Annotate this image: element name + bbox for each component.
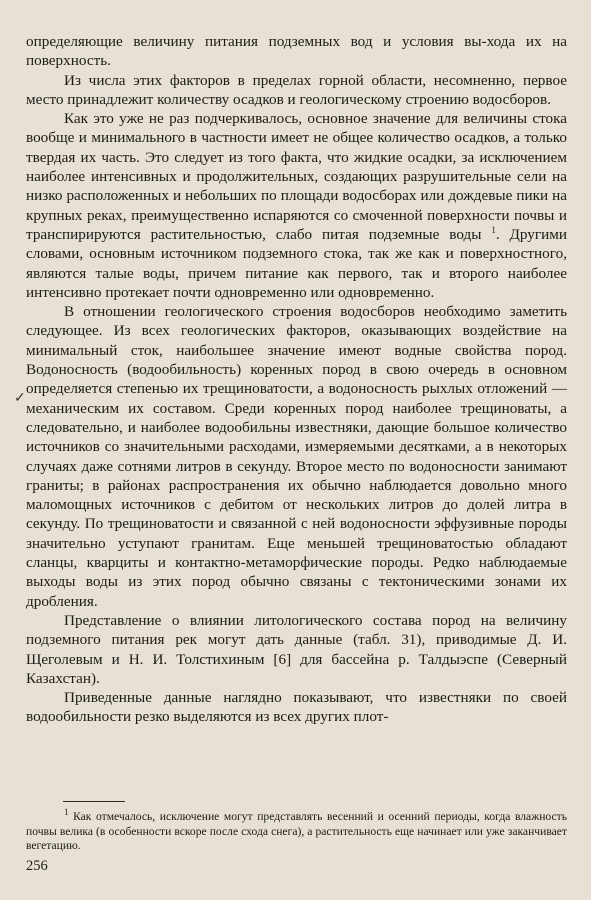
paragraph-4: В отношении геологического строения водосборов необходимо заметить следующее. Из всех геологических факторов, оказывающих воздействие на минимальный сток, наибольшее значение имеют водные свойства пород. Водоносность (водообильность) коренных пород в свою очередь в основном определяется степенью их трещиноватости, а водоносность рыхлых отложений — механическим их составом. Среди коренных пород наиболее трещиноваты, а следовательно, и наиболее водообильны известняки, дающие большое количество источников со значительными расходами, измеряемыми десятками, а в некоторых случаях даже сотнями литров в секунду. Второе место по водоносности занимают граниты; в районах распространения их обычно наблюдается довольно много маломощных источников с дебитом от нескольких литров до долей литра в секунду. По трещиноватости и связанной с ней водоносности эффузивные породы значительно уступают гранитам. Еще меньшей трещиноватостью обладают сланцы, кварциты и контактно-метаморфические породы. Редко наблюдаемые выходы воды из этих пород обычно связаны с тектоническими зонами их дробления. xyxy=(26,303,567,610)
margin-check-mark: ✓ xyxy=(14,391,26,406)
paragraph-1: определяющие величину питания подземных вод и условия вы-хода их на поверхность. xyxy=(26,33,567,70)
paragraph-2: Из числа этих факторов в пределах горной области, несомненно, первое место принадлежит количеству осадков и геологическому строению водосборов. xyxy=(26,71,567,108)
body-text xyxy=(26,32,567,727)
paragraph-6: Приведенные данные наглядно показывают, что известняки по своей водообильности резко выделяются из всех других плот- xyxy=(26,689,567,726)
footnote-text: Как отмечалось, исключение могут представлять весенний и осенний периоды, когда влажность почвы велика (в особенности вскоре после схода снега), а растительность еще начинает или уже заканчивает вегетацию. xyxy=(26,810,567,853)
footnote xyxy=(26,807,567,854)
paragraph-3-continuation: Другими словами, основным источником подземного стока, так же как и поверхностного, являются талые воды, причем питание как первого, так и второго наиболее интенсивно протекает почти одновременно или одновременно. xyxy=(26,225,567,301)
paragraph-3: Как это уже не раз подчеркивалось, основное значение для величины стока вообще и минимального в частности имеет не общее количество осадков, а только твердая их часть. Это следует из того факта, что жидкие осадки, за исключением наиболее интенсивных и продолжительных, создающих разрушительные сели на низко расположенных и небольших по площади водосборах или дождевые пики на крупных реках, преимущественно испаряются со смоченной поверхности почвы и транспирируются растительностью, слабо питая подземные воды $^1$. Другими словами, основным источником подземного стока, так же как и поверхностного, являются талые воды, причем питание как первого, так и второго наиболее интенсивно протекает почти одновременно или одновременно. xyxy=(26,110,567,301)
paragraph-3-text: Как это уже не раз подчеркивалось, основное значение для величины стока вообще и минимального в частности имеет не общее количество осадков, а только твердая их часть. Это следует из того факта, что жидкие осадки, за исключением наиболее интенсивных и продолжительных, создающих разрушительные сели на низко расположенных и небольших по площади водосборах или дождевые пики на крупных реках, преимущественно испаряются со смоченной поверхности почвы и транспирируются растительностью, слабо питая подземные воды xyxy=(26,110,567,243)
page-number: 256 xyxy=(26,858,48,874)
paragraph-5: Представление о влиянии литологического состава пород на величину подземного питания рек могут дать данные (табл. 31), приводимые Д. И. Щеголевым и Н. И. Толстихиным [6] для бассейна р. Талдыэспе (Северный Казахстан). xyxy=(26,611,567,687)
footnote-divider xyxy=(63,801,125,802)
footnote-reference: 1 xyxy=(491,224,496,235)
footnote-marker: 1 xyxy=(64,807,69,818)
